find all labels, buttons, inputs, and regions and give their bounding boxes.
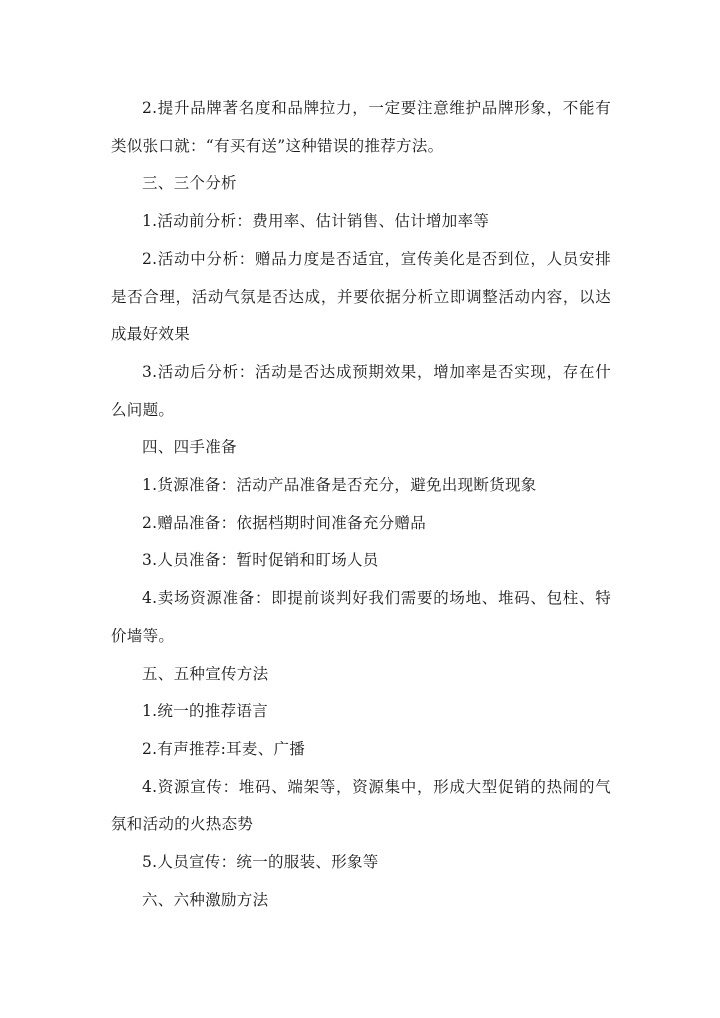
document-body — [111, 90, 611, 919]
paragraph-staff-prep: 3.人员准备：暂时促销和盯场人员 — [142, 551, 379, 570]
heading-three-analyses: 三、三个分析 — [142, 174, 237, 193]
paragraph-unified-language: 1.统一的推荐语言 — [142, 702, 268, 721]
paragraph-mid-analysis: 2.活动中分析：赠品力度是否适宜，宣传美化是否到位，人员安排是否合理，活动气氛是否达成，并要依据分析立即调整活动内容，以达成最好效果 — [111, 249, 611, 344]
heading-five-promotion-methods: 五、五种宣传方法 — [142, 664, 269, 683]
paragraph-stock-prep: 1.货源准备：活动产品准备是否充分，避免出现断货现象 — [142, 476, 537, 495]
heading-four-preparations: 四、四手准备 — [142, 438, 237, 457]
paragraph-post-analysis: 3.活动后分析：活动是否达成预期效果，增加率是否实现，存在什么问题。 — [111, 362, 611, 419]
paragraph-gift-prep: 2.赠品准备：依据档期时间准备充分赠品 — [142, 513, 426, 532]
paragraph-pre-analysis: 1.活动前分析：费用率、估计销售、估计增加率等 — [142, 212, 490, 231]
paragraph-audio-promotion: 2.有声推荐:耳麦、广播 — [142, 739, 306, 758]
paragraph-staff-promotion: 5.人员宣传：统一的服装、形象等 — [142, 853, 379, 872]
heading-six-incentives: 六、六种激励方法 — [142, 890, 269, 909]
paragraph-resource-promotion: 4.资源宣传：堆码、端架等，资源集中，形成大型促销的热闹的气氛和活动的火热态势 — [111, 777, 611, 834]
paragraph-brand: 2.提升品牌著名度和品牌拉力，一定要注意维护品牌形象，不能有类似张口就：“有买有送”这种错误的推荐方法。 — [111, 99, 611, 155]
paragraph-store-resource-prep: 4.卖场资源准备：即提前谈判好我们需要的场地、堆码、包柱、特价墙等。 — [111, 589, 611, 645]
